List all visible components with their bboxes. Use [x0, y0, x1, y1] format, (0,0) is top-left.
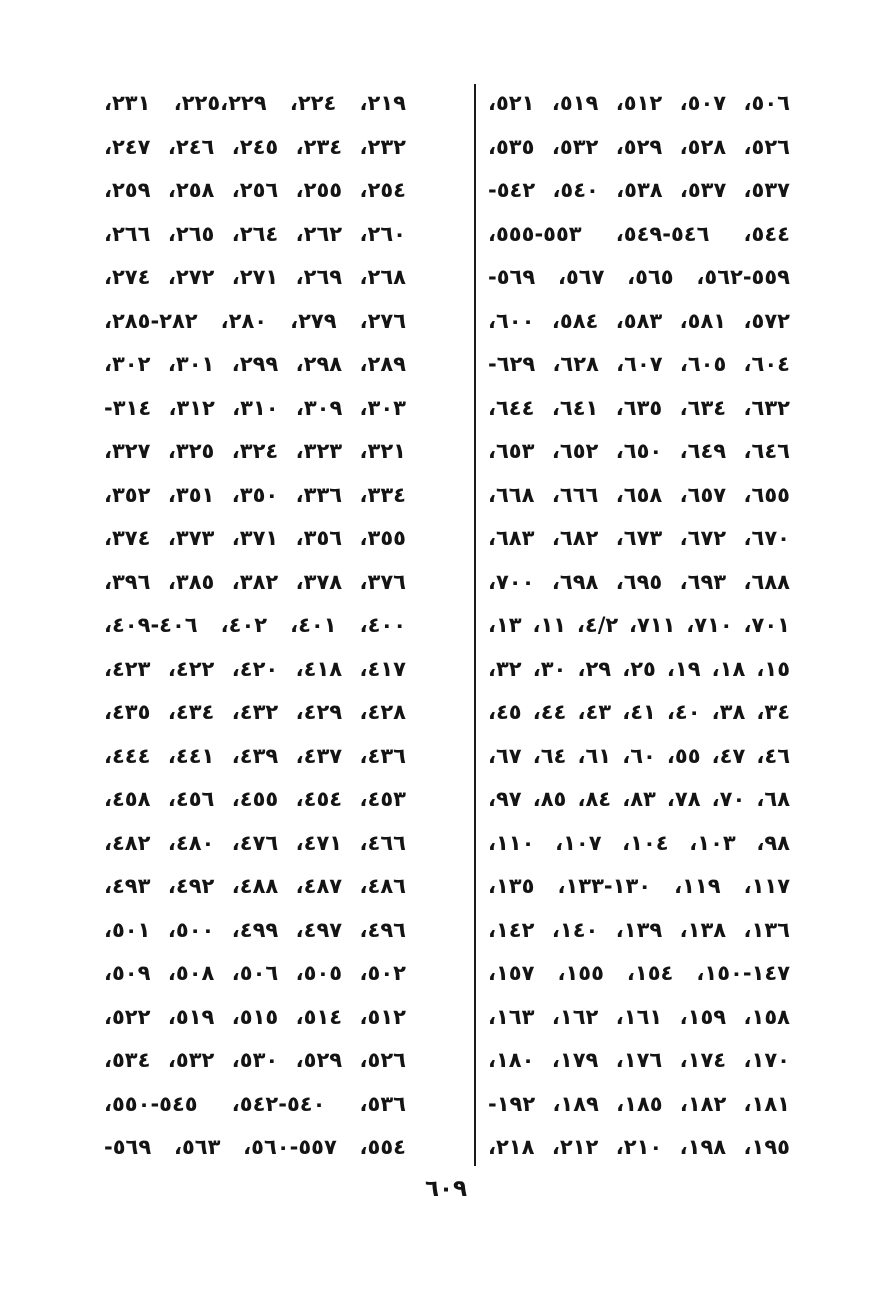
index-line: ٩٨، ١٠٣، ١٠٤، ١٠٧، ١١٠،	[488, 830, 790, 855]
index-line: ٦٥٥، ٦٥٧، ٦٥٨، ٦٦٦، ٦٦٨،	[488, 482, 790, 507]
index-line: ٦٧٠، ٦٧٢، ٦٧٣، ٦٨٢، ٦٨٣،	[488, 526, 790, 550]
index-line: ٤٦، ٤٧، ٥٥، ٦٠، ٦١، ٦٤، ٦٧،	[488, 743, 790, 768]
index-line: ٤٩٦، ٤٩٧، ٤٩٩، ٥٠٠، ٥٠١،	[104, 917, 406, 942]
index-line: ٥٥٤، ٥٥٧-٥٦٠، ٥٦٣، ٥٦٩-	[104, 1135, 406, 1159]
index-line: ٤٣٦، ٤٣٧، ٤٣٩، ٤٤١، ٤٤٤،	[104, 743, 406, 768]
index-line: ١٥، ١٨، ١٩، ٢٥، ٢٩، ٣٠، ٣٢،	[488, 656, 790, 681]
index-line: ٣٧٦، ٣٧٨، ٣٨٢، ٣٨٥، ٣٩٦،	[104, 569, 406, 594]
column-divider	[474, 84, 476, 1166]
index-line: ٥١٢، ٥١٤، ٥١٥، ٥١٩، ٥٢٢،	[104, 1004, 406, 1029]
index-line: ٥٤٤، ٥٤٦-٥٤٩، ٥٥٣-٥٥٥،	[488, 221, 790, 246]
page-number: ٦٠٩	[424, 1176, 468, 1202]
index-line: ٢٣٢، ٢٣٤، ٢٤٥، ٢٤٦، ٢٤٧،	[104, 134, 406, 159]
index-line: ٤٥٣، ٤٥٤، ٤٥٥، ٤٥٦، ٤٥٨،	[104, 787, 406, 811]
index-column-right	[488, 86, 790, 1174]
index-line: ٣٢١، ٣٢٣، ٣٢٤، ٣٢٥، ٣٢٧،	[104, 439, 406, 463]
index-line: ٢٨٩، ٢٩٨، ٢٩٩، ٣٠١، ٣٠٢،	[104, 352, 406, 376]
index-line: ٥٣٧، ٥٣٧، ٥٣٨، ٥٤٠، ٥٤٢-	[488, 178, 790, 202]
index-line: ١٩٥، ١٩٨، ٢١٠، ٢١٢، ٢١٨،	[488, 1135, 790, 1159]
index-line: ٥٢٦، ٥٢٩، ٥٣٠، ٥٣٢، ٥٣٤،	[104, 1048, 406, 1072]
index-line: ٧٠١، ٧١٠، ٧١١، ٤/٢، ١١، ١٣،	[488, 613, 790, 637]
index-line: ٢١٩، ٢٢٤، ٢٢٥،٢٢٩، ٢٣١،	[104, 91, 406, 115]
index-line: ٢٦٨، ٢٦٩، ٢٧١، ٢٧٢، ٢٧٤،	[104, 265, 406, 289]
index-line: ٤٨٦، ٤٨٧، ٤٨٨، ٤٩٢، ٤٩٣،	[104, 874, 406, 898]
index-line: ٥٥٩-٥٦٢، ٥٦٥، ٥٦٧، ٥٦٩-	[488, 265, 790, 289]
index-line: ٣٥٥، ٣٥٦، ٣٧١، ٣٧٣، ٣٧٤،	[104, 526, 406, 550]
index-line: ٦٨، ٧٠، ٧٨، ٨٣، ٨٤، ٨٥، ٩٧،	[488, 787, 790, 811]
index-line: ٦٠٤، ٦٠٥، ٦٠٧، ٦٢٨، ٦٢٩-	[488, 352, 790, 376]
index-line: ١٤٧-١٥٠، ١٥٤، ١٥٥، ١٥٧،	[488, 961, 790, 985]
index-line: ٦٣٢، ٦٣٤، ٦٣٥، ٦٤١، ٦٤٤،	[488, 395, 790, 420]
index-line: ٥٧٢، ٥٨١، ٥٨٣، ٥٨٤، ٦٠٠،	[488, 308, 790, 333]
index-line: ٦٨٨، ٦٩٣، ٦٩٥، ٦٩٨، ٧٠٠،	[488, 569, 790, 594]
index-line: ١٣٦، ١٣٨، ١٣٩، ١٤٠، ١٤٢،	[488, 917, 790, 942]
index-line: ٤٠٠، ٤٠١، ٤٠٢، ٤٠٦-٤٠٩،	[104, 613, 406, 637]
index-line: ١٧٠، ١٧٤، ١٧٦، ١٧٩، ١٨٠،	[488, 1048, 790, 1072]
index-line: ١٨١، ١٨٢، ١٨٥، ١٨٩، ١٩٢-	[488, 1091, 790, 1116]
index-line: ٣٤، ٣٨، ٤٠، ٤١، ٤٣، ٤٤، ٤٥،	[488, 700, 790, 724]
index-line: ٣٠٣، ٣٠٩، ٣١٠، ٣١٢، ٣١٤-	[104, 395, 406, 420]
index-line: ١١٧، ١١٩، ١٣٠-١٣٣، ١٣٥،	[488, 874, 790, 898]
index-line: ٥٠٦، ٥٠٧، ٥١٢، ٥١٩، ٥٢١،	[488, 91, 790, 115]
index-line: ٢٦٠، ٢٦٢، ٢٦٤، ٢٦٥، ٢٦٦،	[104, 221, 406, 246]
index-column-left	[104, 86, 406, 1174]
index-line: ٤١٧، ٤١٨، ٤٢٠، ٤٢٢، ٤٢٣،	[104, 656, 406, 681]
index-line: ٥٠٢، ٥٠٥، ٥٠٦، ٥٠٨، ٥٠٩،	[104, 961, 406, 985]
index-line: ٢٥٤، ٢٥٥، ٢٥٦، ٢٥٨، ٢٥٩،	[104, 178, 406, 202]
index-line: ١٥٨، ١٥٩، ١٦١، ١٦٢، ١٦٣،	[488, 1004, 790, 1029]
index-line: ٦٤٦، ٦٤٩، ٦٥٠، ٦٥٢، ٦٥٣،	[488, 439, 790, 463]
index-line: ٣٣٤، ٣٣٦، ٣٥٠، ٣٥١، ٣٥٢،	[104, 482, 406, 507]
index-line: ٥٢٦، ٥٢٨، ٥٢٩، ٥٣٢، ٥٣٥،	[488, 134, 790, 159]
index-line: ٥٣٦، ٥٤٠-٥٤٢، ٥٤٥-٥٥٠،	[104, 1091, 406, 1116]
index-line: ٢٧٦، ٢٧٩، ٢٨٠، ٢٨٢-٢٨٥،	[104, 308, 406, 333]
index-line: ٤٦٦، ٤٧١، ٤٧٦، ٤٨٠، ٤٨٢،	[104, 830, 406, 855]
index-line: ٤٢٨، ٤٢٩، ٤٣٢، ٤٣٤، ٤٣٥،	[104, 700, 406, 724]
